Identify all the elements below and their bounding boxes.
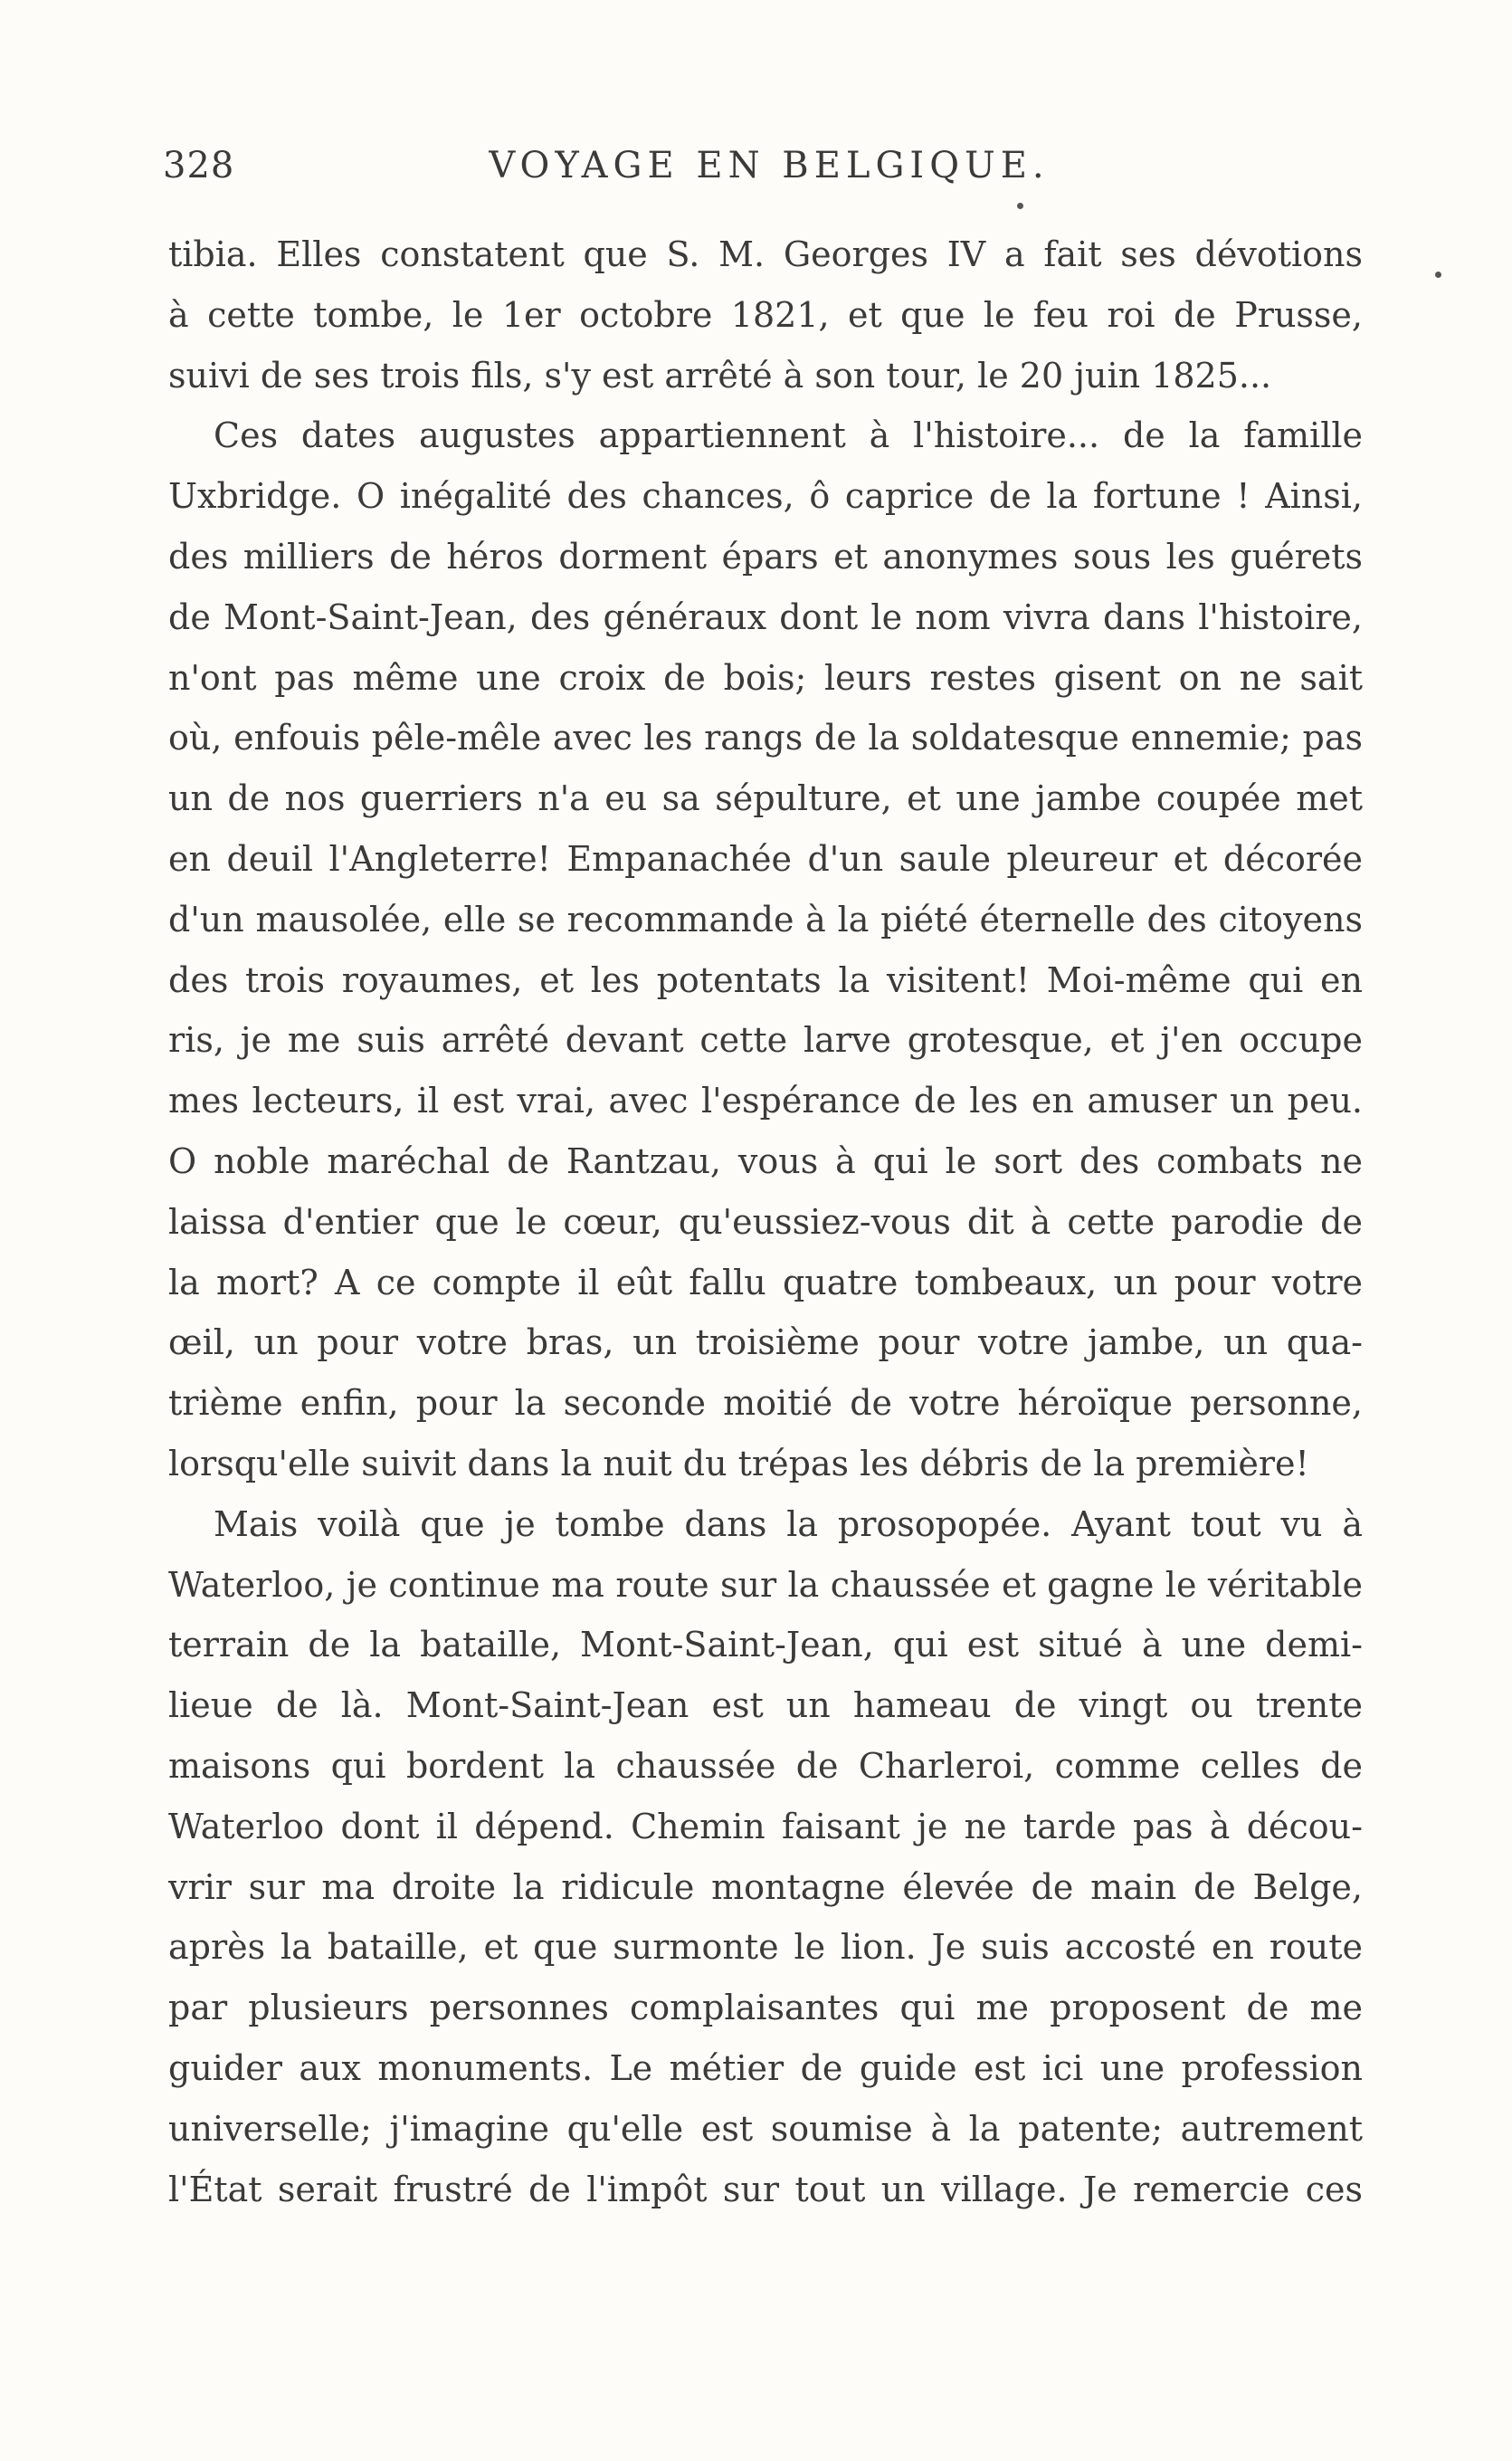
- text-line: lieue de là. Mont-Saint-Jean est un hameau de vingt ou trente: [168, 1685, 1363, 1726]
- text-line: après la bataille, et que surmonte le lion. Je suis accosté en route: [168, 1927, 1363, 1968]
- ink-speck: [1435, 272, 1441, 278]
- text-line: tibia. Elles constatent que S. M. Georges IV a fait ses dévotions: [168, 234, 1363, 274]
- text-line: la mort? A ce compte il eût fallu quatre tombeaux, un pour votre: [168, 1262, 1363, 1302]
- page-header: [163, 145, 1375, 199]
- text-line: des trois royaumes, et les potentats la visitent! Moi-même qui en: [168, 959, 1363, 1000]
- text-line: terrain de la bataille, Mont-Saint-Jean, qui est situé à une demi-: [168, 1625, 1363, 1665]
- text-line: O noble maréchal de Rantzau, vous à qui le sort des combats ne: [168, 1140, 1363, 1181]
- text-line: ris, je me suis arrêté devant cette larve grotesque, et j'en occupe: [168, 1020, 1363, 1061]
- text-line: à cette tombe, le 1er octobre 1821, et que le feu roi de Prusse,: [168, 294, 1363, 335]
- body-text: [168, 224, 1363, 2219]
- text-line: Ces dates augustes appartiennent à l'histoire... de la famille: [214, 415, 1363, 456]
- text-line: Uxbridge. O inégalité des chances, ô caprice de la fortune ! Ainsi,: [168, 476, 1363, 517]
- text-line: vrir sur ma droite la ridicule montagne élevée de main de Belge,: [168, 1866, 1363, 1907]
- text-line: mes lecteurs, il est vrai, avec l'espérance de les en amuser un peu.: [168, 1081, 1363, 1121]
- text-line: un de nos guerriers n'a eu sa sépulture, et une jambe coupée met: [168, 778, 1363, 819]
- running-title: VOYAGE EN BELGIQUE.: [489, 145, 1050, 186]
- text-line: des milliers de héros dorment épars et anonymes sous les guérets: [168, 536, 1363, 577]
- text-line: lorsqu'elle suivit dans la nuit du trépas les débris de la première!: [168, 1443, 1309, 1483]
- text-line: où, enfouis pêle-mêle avec les rangs de la soldatesque ennemie; pas: [168, 718, 1363, 758]
- text-line: laissa d'entier que le cœur, qu'eussiez-vous dit à cette parodie de: [168, 1201, 1363, 1242]
- ink-speck: [1017, 203, 1023, 209]
- text-line: par plusieurs personnes complaisantes qui me proposent de me: [168, 1988, 1363, 2028]
- page-number: 328: [163, 145, 235, 186]
- text-line: de Mont-Saint-Jean, des généraux dont le nom vivra dans l'histoire,: [168, 596, 1363, 637]
- text-line: œil, un pour votre bras, un troisième pour votre jambe, un qua-: [168, 1322, 1363, 1363]
- text-line: l'État serait frustré de l'impôt sur tout un village. Je remercie ces: [168, 2169, 1363, 2209]
- text-line: n'ont pas même une croix de bois; leurs restes gisent on ne sait: [168, 657, 1363, 698]
- text-line: universelle; j'imagine qu'elle est soumise à la patente; autrement: [168, 2108, 1363, 2149]
- text-line: Waterloo, je continue ma route sur la chaussée et gagne le véritable: [168, 1564, 1363, 1605]
- text-line: en deuil l'Angleterre! Empanachée d'un saule pleureur et décorée: [168, 838, 1363, 879]
- text-line: Mais voilà que je tombe dans la prosopopée. Ayant tout vu à: [214, 1503, 1363, 1544]
- text-line: d'un mausolée, elle se recommande à la piété éternelle des citoyens: [168, 899, 1363, 940]
- text-line: suivi de ses trois fils, s'y est arrêté à son tour, le 20 juin 1825...: [168, 355, 1272, 396]
- text-line: Waterloo dont il dépend. Chemin faisant je ne tarde pas à décou-: [168, 1806, 1363, 1846]
- text-line: guider aux monuments. Le métier de guide est ici une profession: [168, 2047, 1363, 2088]
- text-line: maisons qui bordent la chaussée de Charleroi, comme celles de: [168, 1745, 1363, 1786]
- text-line: trième enfin, pour la seconde moitié de votre héroïque personne,: [168, 1383, 1363, 1424]
